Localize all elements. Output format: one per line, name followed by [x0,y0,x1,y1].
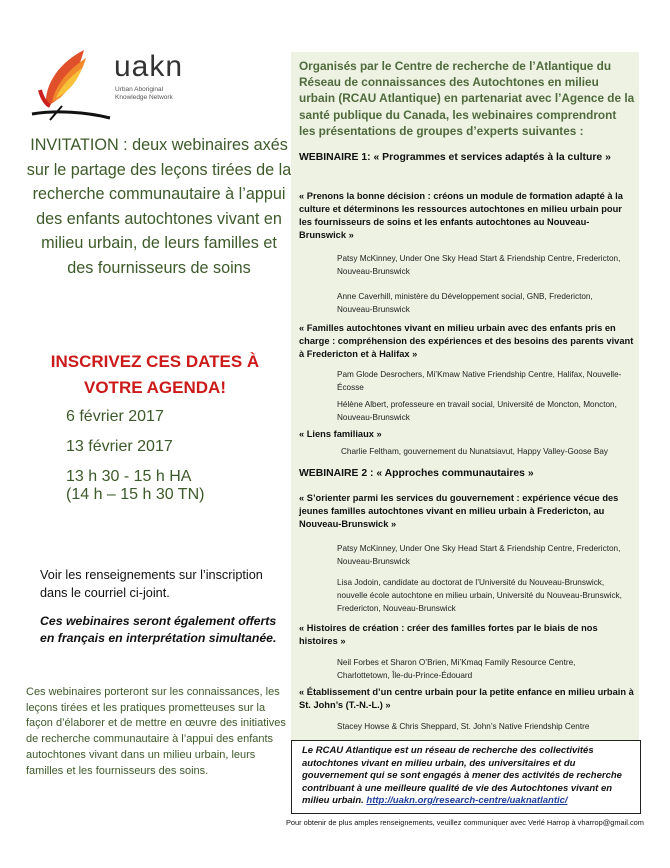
save-the-date: INSCRIVEZ CES DATES À VOTRE AGENDA! [50,352,260,397]
webinar-2-presenter: Stacey Howse & Chris Sheppard, St. John’s Native Friendship Centre [337,722,590,731]
webinar-1-session-1: « Prenons la bonne décision : créons un module de formation adapté à la culture et déterminons les ressources autochtones en milieu urbain pour les fournisseurs de soins et les enfants autochtones au Nouveau-Brunswick » [299,191,623,240]
webinar-1-presenter: Hélène Albert, professeure en travail social, Université de Moncton, Moncton, Nouveau-Brunswick [337,400,617,422]
time-newfoundland: (14 h – 15 h 30 TN) [66,486,205,503]
interpretation-note: Ces webinaires seront également offerts en français en interprétation simultanée. [40,614,277,645]
webinar-2-title: WEBINAIRE 2 : « Approches communautaires » [299,468,534,479]
program-intro: Organisés par le Centre de recherche de l’Atlantique du Réseau de connaissances des Autochtones en milieu urbain (RCAU Atlantique) en partenariat avec l’Agence de la santé publique du Canada, les webinaires comprendront les présentations de groupes d’experts suivantes : [299,59,635,138]
webinar-1-presenter: Pam Glode Desrochers, Mi’Kmaw Native Friendship Centre, Halifax, Nouvelle-Écosse [337,370,622,392]
network-description: Le RCAU Atlantique est un réseau de recherche des collectivités autochtones vivant en milieu urbain, des universitaires et du gouvernement qui se sont engagés à mener des activités de recherche contribuant à une meilleure qualité de vie des Autochtones vivant en milieu urbain. [302,745,622,806]
webinar-1-session-3: « Liens familiaux » [299,429,382,439]
feather-icon [26,44,116,124]
webinar-1-presenter: Charlie Feltham, gouvernement du Nunatsiavut, Happy Valley-Goose Bay [341,447,608,456]
uakn-logo [26,44,216,124]
webinar-1-presenter: Anne Caverhill, ministère du Développement social, GNB, Fredericton, Nouveau-Brunswick [337,292,593,314]
time-local: 13 h 30 - 15 h HA [66,468,192,485]
webinar-2-presenter: Neil Forbes et Sharon O’Brien, Mi’Kmaq Family Resource Centre, Charlottetown, Île-du-Prince-Édouard [337,658,576,680]
left-column [0,0,292,868]
webinar-2-presenter: Lisa Jodoin, candidate au doctorat de l’Université du Nouveau-Brunswick, nouvelle école autochtone en milieu urbain, Université du Nouveau-Brunswick, Fredericton, Nouveau-Brunswick [337,578,622,613]
network-note [291,740,641,814]
program-panel [291,52,639,740]
webinar-dates [66,408,204,504]
invitation-heading: INVITATION : deux webinaires axés sur le partage des leçons tirées de la recherche communautaire à l’appui des enfants autochtones vivant en milieu urbain, de leurs familles et des fournisseurs de soins [26,136,292,277]
webinar-1-presenter: Patsy McKinney, Under One Sky Head Start & Friendship Centre, Fredericton, Nouveau-Brunswick [337,254,621,276]
logo-wordmark: uakn [114,50,184,83]
webinar-summary: Ces webinaires porteront sur les connaissances, les leçons tirées et les pratiques prometteuses sur la façon d’élaborer et de mettre en œuvre des initiatives de recherche communautaire à l’appui des enfants autochtones vivant dans un milieu urbain, leurs familles et les fournisseurs des soins. [26,686,286,777]
date-1: 6 février 2017 [66,408,164,425]
webinar-2-session-2: « Histoires de création : créer des familles fortes par le biais de nos histoires » [299,623,598,646]
logo-subtitle: Urban Aboriginal Knowledge Network [115,86,173,101]
webinar-2-session-1: « S’orienter parmi les services du gouvernement : expérience vécue des jeunes familles autochtones vivant en milieu urbain à Fredericton, au Nouveau-Brunswick » [299,493,619,529]
webinar-1-title: WEBINAIRE 1: « Programmes et services adaptés à la culture » [299,152,611,163]
webinar-2-session-3: « Établissement d’un centre urbain pour la petite enfance en milieu urbain à St. John’s (T.-N.-L.) » [299,687,634,710]
date-2: 13 février 2017 [66,438,173,455]
webinar-2-presenter: Patsy McKinney, Under One Sky Head Start & Friendship Centre, Fredericton, Nouveau-Brunswick [337,544,621,566]
webinar-1-session-2: « Familles autochtones vivant en milieu urbain avec des enfants pris en charge : compréhension des expériences et des besoins des parents vivant à Fredericton et à Halifax » [299,323,634,359]
contact-info: Pour obtenir de plus amples renseignements, veuillez communiquer avec Verlé Harrop à vharrop@gmail.com [286,818,644,827]
registration-info: Voir les renseignements sur l’inscription dans le courriel ci-joint. [40,568,263,600]
network-link[interactable]: http://uakn.org/research-centre/uaknatlantic/ [366,795,568,806]
